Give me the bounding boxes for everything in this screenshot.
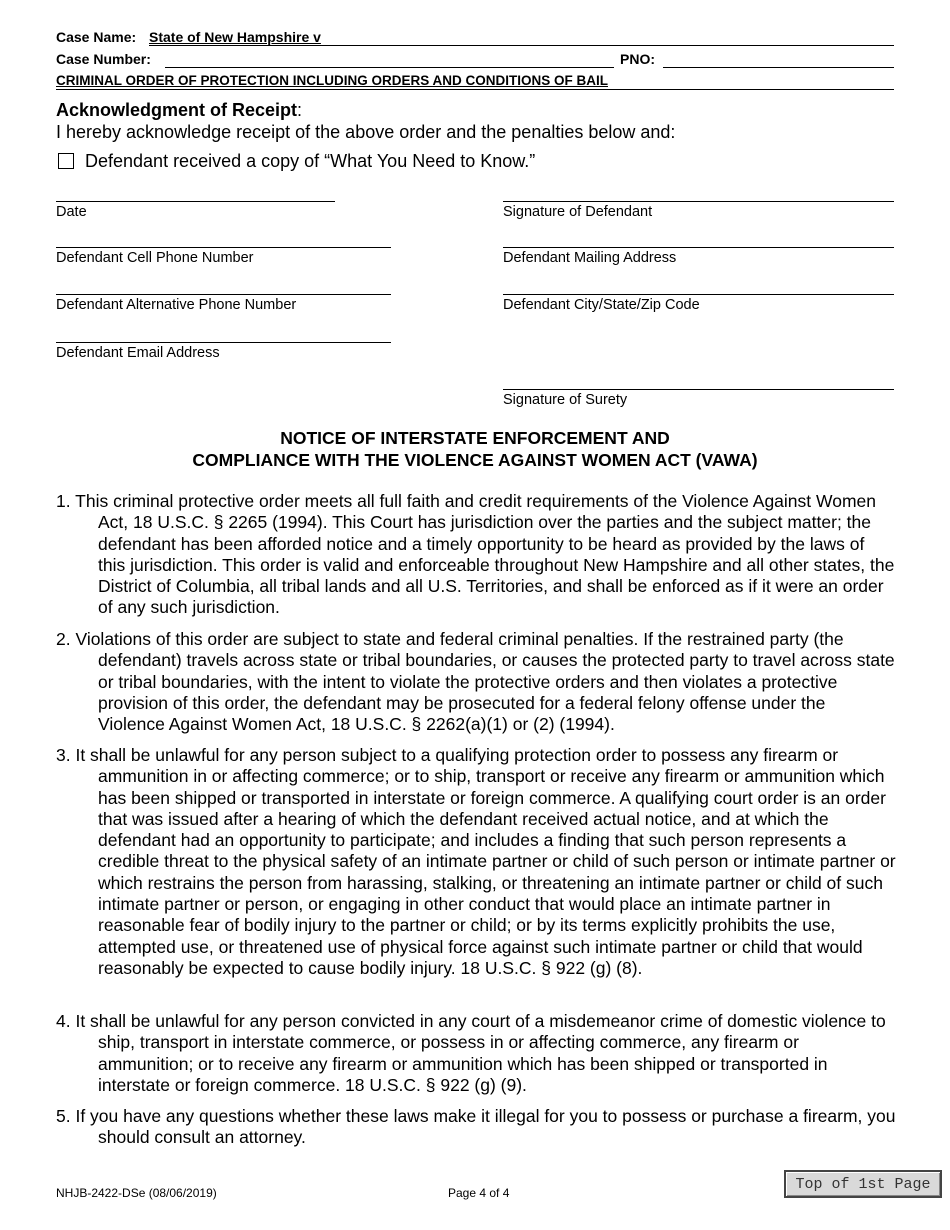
signature-surety-field[interactable]	[503, 389, 894, 390]
notice-title-line2: COMPLIANCE WITH THE VIOLENCE AGAINST WOMEN ACT (VAWA)	[192, 450, 758, 470]
notice-item-3	[56, 745, 896, 979]
order-title: CRIMINAL ORDER OF PROTECTION INCLUDING ORDERS AND CONDITIONS OF BAIL	[56, 73, 608, 88]
page-number: Page 4 of 4	[448, 1186, 510, 1200]
case-number-label: Case Number:	[56, 51, 151, 67]
what-you-need-to-know-checkbox[interactable]	[58, 153, 74, 169]
title-rule	[56, 89, 894, 90]
case-name-value[interactable]: State of New Hampshire v	[149, 29, 321, 45]
signature-defendant-label: Signature of Defendant	[503, 204, 653, 220]
mailing-address-label: Defendant Mailing Address	[503, 250, 677, 266]
form-id: NHJB-2422-DSe (08/06/2019)	[56, 1186, 217, 1200]
notice-title-line1: NOTICE OF INTERSTATE ENFORCEMENT AND	[280, 428, 670, 448]
cell-phone-field[interactable]	[56, 247, 391, 248]
signature-defendant-field[interactable]	[503, 201, 894, 202]
email-field[interactable]	[56, 342, 391, 343]
notice-item-5-text: 5. If you have any questions whether these laws make it illegal for you to possess or purchase a firearm, you should consult an attorney.	[56, 1106, 896, 1148]
notice-item-1-text: 1. This criminal protective order meets all full faith and credit requirements of the Violence Against Women Act, 18 U.S.C. § 2265 (1994). This Court has jurisdiction over the parties and the subject matter; the defendant has been afforded notice and a timely opportunity to be heard as provided by the laws of this jurisdiction. This order is valid and enforceable throughout New Hampshire and all other states, the District of Columbia, all tribal lands and all U.S. Territories, and shall be enforced as if it were an order of any such jurisdiction.	[56, 491, 895, 618]
alt-phone-label: Defendant Alternative Phone Number	[56, 297, 297, 313]
signature-surety-label: Signature of Surety	[503, 392, 628, 408]
notice-item-5	[56, 1106, 896, 1149]
acknowledgment-statement: I hereby acknowledge receipt of the above order and the penalties below and:	[56, 122, 676, 142]
case-number-field[interactable]	[165, 67, 614, 68]
acknowledgment-title-text: Acknowledgment of Receipt	[56, 100, 298, 120]
pno-field[interactable]	[663, 67, 894, 68]
notice-item-3-text: 3. It shall be unlawful for any person subject to a qualifying protection order to possess any firearm or ammunition in or affecting commerce; or to ship, transport or receive any firearm or ammunition which has been shipped or transported in interstate or foreign commerce. A qualifying court order is an order that was issued after a hearing of which the defendant received actual notice, and at which the defendant had an opportunity to participate; and includes a finding that such person represents a credible threat to the physical safety of an intimate partner or child of such person or intimate partner or which restrains the person from harassing, stalking, or threatening an intimate partner or child of such intimate partner or person, or engaging in other conduct that would place an intimate partner in reasonable fear of bodily injury to the partner or child; or by its terms explicitly prohibits the use, attempted use, or threatened use of physical force against such intimate partner or child that would reasonably be expected to cause bodily injury. 18 U.S.C. § 922 (g) (8).	[56, 745, 896, 978]
case-name-line	[149, 45, 894, 46]
checkbox-label: Defendant received a copy of “What You Need to Know.”	[85, 151, 536, 171]
notice-item-4	[56, 1011, 896, 1096]
notice-item-2	[56, 629, 896, 735]
email-label: Defendant Email Address	[56, 345, 220, 361]
pno-label: PNO:	[620, 51, 655, 67]
alt-phone-field[interactable]	[56, 294, 391, 295]
notice-item-4-text: 4. It shall be unlawful for any person convicted in any court of a misdemeanor crime of domestic violence to ship, transport in interstate commerce, or possess in or affecting commerce, any firearm or ammunition; or to receive any firearm or ammunition which has been shipped or transported in interstate or foreign commerce. 18 U.S.C. § 922 (g) (9).	[56, 1011, 886, 1095]
acknowledgment-title	[56, 100, 302, 121]
case-name-label: Case Name:	[56, 29, 137, 45]
notice-item-1	[56, 491, 896, 619]
city-state-zip-field[interactable]	[503, 294, 894, 295]
cell-phone-label: Defendant Cell Phone Number	[56, 250, 254, 266]
city-state-zip-label: Defendant City/State/Zip Code	[503, 297, 700, 313]
acknowledgment-title-colon: :	[297, 100, 303, 120]
date-field[interactable]	[56, 201, 335, 202]
notice-item-2-text: 2. Violations of this order are subject to state and federal criminal penalties. If the restrained party (the defendant) travels across state or tribal boundaries, or causes the protected party to travel across state or tribal boundaries, with the intent to violate the protective orders and then violates a protective provision of this order, the defendant may be prosecuted for a federal felony offense under the Violence Against Women Act, 18 U.S.C. § 2262(a)(1) or (2) (1994).	[56, 629, 895, 735]
mailing-address-field[interactable]	[503, 247, 894, 248]
top-of-first-page-button[interactable]: Top of 1st Page	[784, 1170, 942, 1198]
date-label: Date	[56, 204, 87, 220]
